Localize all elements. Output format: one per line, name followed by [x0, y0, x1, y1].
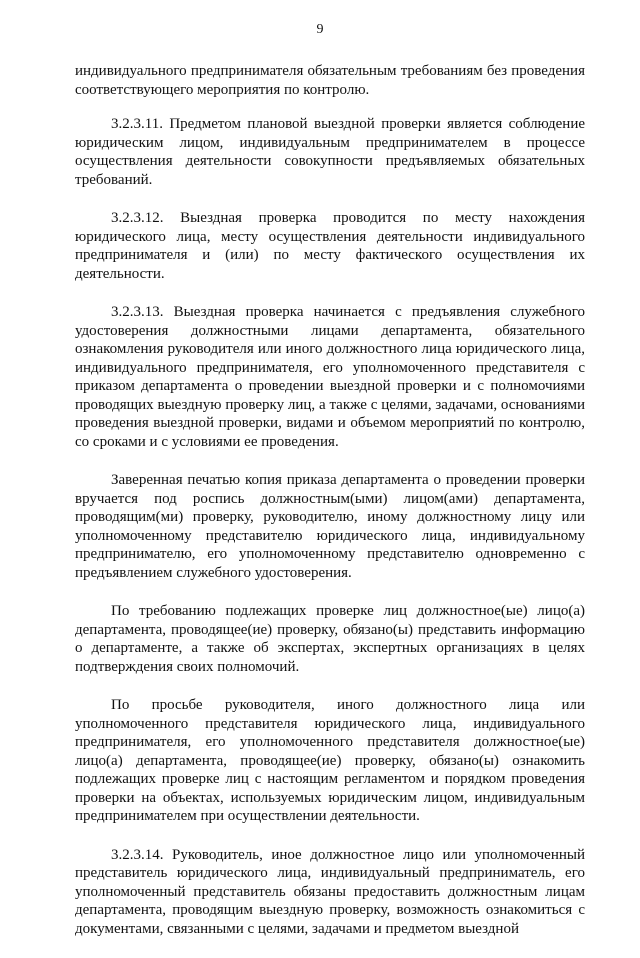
paragraph-3-2-3-14: 3.2.3.14. Руководитель, иное должностное лицо или уполномоченный представитель юридического лица, индивидуальный предприниматель, его уполномоченный представитель обязаны предоставить должностным лицам департамента, проводящим выездную проверку, возможность ознакомиться с документами, связанными с целями, задачами и предметом выездной: [75, 846, 585, 937]
paragraph-3-2-3-13: 3.2.3.13. Выездная проверка начинается с предъявления служебного удостоверения должностными лицами департамента, обязательного ознакомления руководителя или иного должностного лица юридического лица, индивидуального предпринимателя, его уполномоченного представителя с приказом департамента о проведении выездной проверки и с полномочиями проводящих выездную проверку лиц, а также с целями, задачами, основаниями проведения выездной проверки, видами и объемом мероприятий по контролю, со сроками и с условиями ее проведения.: [75, 304, 585, 450]
paragraph-on-ask: По просьбе руководителя, иного должностного лица или уполномоченного представителя юридического лица, индивидуального предпринимателя, его уполномоченного представителя должностное(ые) лицо(а) департамента, проводящее(ие) проверку, обязано(ы) ознакомить подлежащих проверке лиц с настоящим регламентом и порядком проведения проверки на объектах, используемых юридическим лицом, индивидуальным предпринимателем при осуществлении деятельности.: [75, 697, 585, 824]
paragraph-continuation: индивидуального предпринимателя обязательным требованиям без проведения соответствующего мероприятия по контролю.: [75, 63, 585, 98]
page-number: 9: [316, 22, 324, 37]
document-body: [75, 62, 585, 958]
paragraph-order-copy: Заверенная печатью копия приказа департамента о проведении проверки вручается под роспись должностным(ыми) лицом(ами) департамента, проводящим(ми) проверку, руководителю, иному должностному лицу или уполномоченному представителю юридического лица, индивидуальному предпринимателю, его уполномоченному представителю одновременно с предъявлением служебного удостоверения.: [75, 472, 585, 581]
paragraph-on-request: По требованию подлежащих проверке лиц должностное(ые) лицо(а) департамента, проводящее(ие) проверку, обязано(ы) представить информацию о департаменте, а также об экспертах, экспертных организациях в целях подтверждения своих полномочий.: [75, 603, 585, 675]
paragraph-3-2-3-11: 3.2.3.11. Предметом плановой выездной проверки является соблюдение юридическим лицом, индивидуальным предпринимателем в процессе осуществления деятельности совокупности предъявляемых обязательных требований.: [75, 116, 585, 188]
paragraph-3-2-3-12: 3.2.3.12. Выездная проверка проводится по месту нахождения юридического лица, месту осуществления деятельности индивидуального предпринимателя и (или) по месту фактического осуществления их деятельности.: [75, 210, 585, 282]
